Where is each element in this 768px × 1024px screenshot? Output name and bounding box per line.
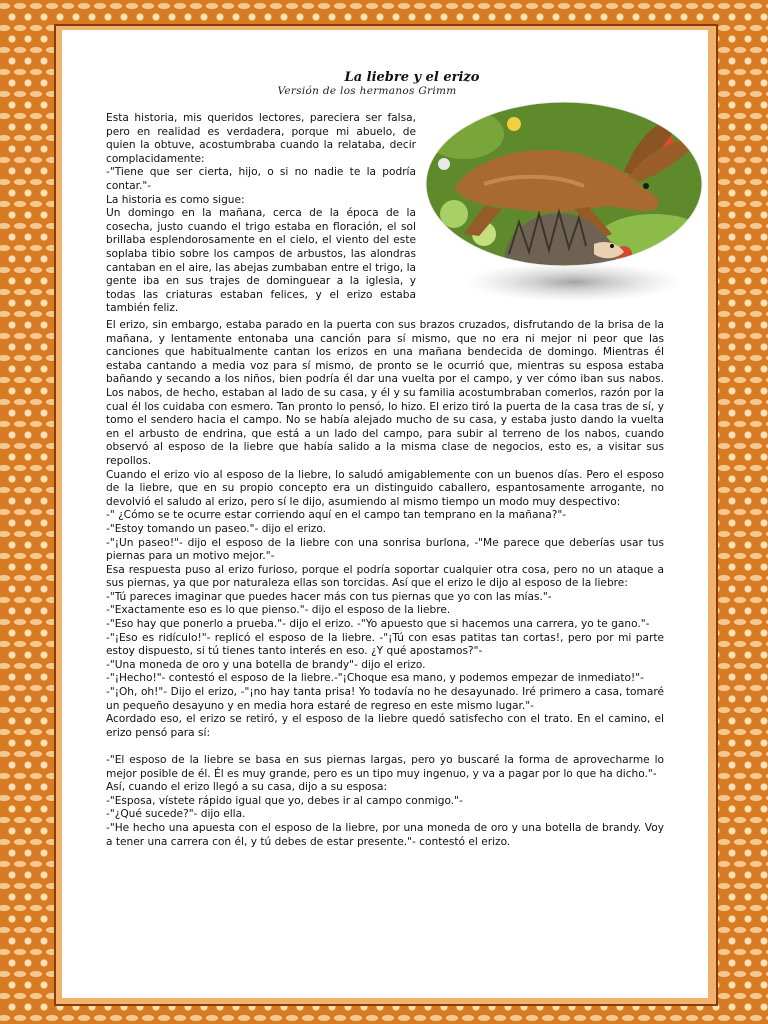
- paragraph: -"Una moneda de oro y una botella de brandy"- dijo el erizo.: [106, 658, 426, 671]
- intro-text-block: [106, 112, 416, 316]
- paragraph: La historia es como sigue:: [106, 193, 245, 206]
- document-title: La liebre y el erizo: [344, 70, 480, 85]
- paragraph: Así, cuando el erizo llegó a su casa, dijo a su esposa:: [106, 781, 388, 794]
- paragraph: -"Estoy tomando un paseo."- dijo el erizo.: [106, 522, 327, 535]
- paragraph: Acordado eso, el erizo se retiró, y el esposo de la liebre quedó satisfecho con el trato. En el camino, el erizo pensó para sí:: [106, 713, 664, 739]
- main-text-block: [106, 319, 664, 849]
- paragraph: -"El esposo de la liebre se basa en sus piernas largas, pero yo buscaré la forma de aprovecharme lo mejor posible de él. Él es muy grande, pero es un tipo muy ingenuo, y va a pagar por lo que ha dicho."-: [106, 754, 664, 780]
- paragraph: -"¡Un paseo!"- dijo el esposo de la liebre con una sonrisa burlona, -"Me parece que deberías usar tus piernas para un motivo mejor."-: [106, 536, 664, 563]
- paragraph: -"¡Oh, oh!"- Dijo el erizo, -"¡no hay tanta prisa! Yo todavía no he desayunado. Iré primero a casa, tomaré un pequeño desayuno y en media hora estaré de regreso en este mismo lugar."-: [106, 686, 664, 712]
- paragraph: -"¿Qué sucede?"- dijo ella.: [106, 808, 246, 821]
- paragraph: -" ¿Cómo se te ocurre estar corriendo aquí en el campo tan temprano en la mañana?"-: [106, 509, 567, 522]
- paragraph: -"Tiene que ser cierta, hijo, o si no nadie te la podría contar."-: [106, 166, 416, 192]
- paragraph: -"Esposa, vístete rápido igual que yo, debes ir al campo conmigo."-: [106, 794, 463, 807]
- paragraph: -"¡Eso es ridículo!"- replicó el esposo de la liebre. -"¡Tú con esas patitas tan cortas!, pero por mi parte estoy dispuesto, si tú tienes tanto interés en eso. ¿Y qué apostamos?"-: [106, 631, 664, 658]
- paragraph: -"¡Hecho!"- contestó el esposo de la liebre.-"¡Choque esa mano, y podemos empezar de inmediato!"-: [106, 672, 644, 685]
- paragraph: Esa respuesta puso al erizo furioso, porque el podría soportar cualquier otra cosa, pero no un ataque a sus piernas, ya que por naturaleza ellas son torcidas. Así que el erizo le dijo al esposo de la liebre:: [106, 563, 664, 590]
- paragraph: -"Exactamente eso es lo que pienso."- dijo el esposo de la liebre.: [106, 604, 451, 617]
- paragraph: -"Tú pareces imaginar que puedes hacer más con tus piernas que yo con las mías."-: [106, 590, 552, 603]
- hare-and-hedgehog-illustration: [424, 94, 704, 314]
- paragraph: -"He hecho una apuesta con el esposo de la liebre, por una moneda de oro y una botella de brandy. Voy a tener una carrera con él, y tú debes de estar presente."- contestó el erizo.: [106, 821, 664, 848]
- paragraph: Esta historia, mis queridos lectores, pareciera ser falsa, pero en realidad es verdadera, porque mi abuelo, de quien la obtuve, acostumbraba cuando la relataba, decir complacidamente:: [106, 112, 416, 165]
- paragraph: -"Eso hay que ponerlo a prueba."- dijo el erizo. -"Yo apuesto que si hacemos una carrera, yo te gano."-: [106, 618, 650, 631]
- drop-shadow: [464, 262, 684, 302]
- document-subtitle: Versión de los hermanos Grimm: [277, 85, 457, 97]
- paragraph: El erizo, sin embargo, estaba parado en la puerta con sus brazos cruzados, disfrutando de la brisa de la mañana, y lentamente entonaba una canción para sí mismo, que no era ni mejor ni peor que las canciones que habitualmente cantan los erizos en una mañana bendecida de domingo. Mientras él estaba cantando a media voz para sí mismo, de pronto se le ocurrió que, mientras su esposa estaba bañando y secando a los niños, bien podría él dar una vuelta por el campo, y ver cómo iban sus nabos. Los nabos, de hecho, estaban al lado de su casa, y él y su familia acostumbraban comerlos, razón por la cual él los cuidaba con esmero. Tan pronto lo pensó, lo hizo. El erizo tiró la puerta de la casa tras de sí, y tomo el sendero hacia el campo. No se había alejado mucho de su casa, y estaba justo dando la vuelta en el arbusto de endrina, que está a un lado del campo, para subir al terreno de los nabos, cuando observó al esposo de la liebre que había salido a la misma clase de negocios, esto es, a visitar sus repollos.: [106, 319, 664, 467]
- document-page: [62, 30, 708, 998]
- paragraph: Cuando el erizo vio al esposo de la liebre, lo saludó amigablemente con un buenos días. Pero el esposo de la liebre, que en su propio concepto era un distinguido caballero, espantosamente arrogante, no devolvió el saludo al erizo, pero sí le dijo, asumiendo al mismo tiempo un modo muy despectivo:: [106, 468, 664, 508]
- blank-line: [106, 740, 664, 754]
- paragraph: Un domingo en la mañana, cerca de la época de la cosecha, justo cuando el trigo estaba en floración, el sol brillaba esplendorosamente en el cielo, el viento del este soplaba tibio sobre los campos de arbustos, las alondras cantaban en el aire, las abejas zumbaban entre el trigo, la gente iba en sus trajes de dominguear a la iglesia, y todas las criaturas estaban felices, y el erizo estaba también feliz.: [106, 207, 416, 315]
